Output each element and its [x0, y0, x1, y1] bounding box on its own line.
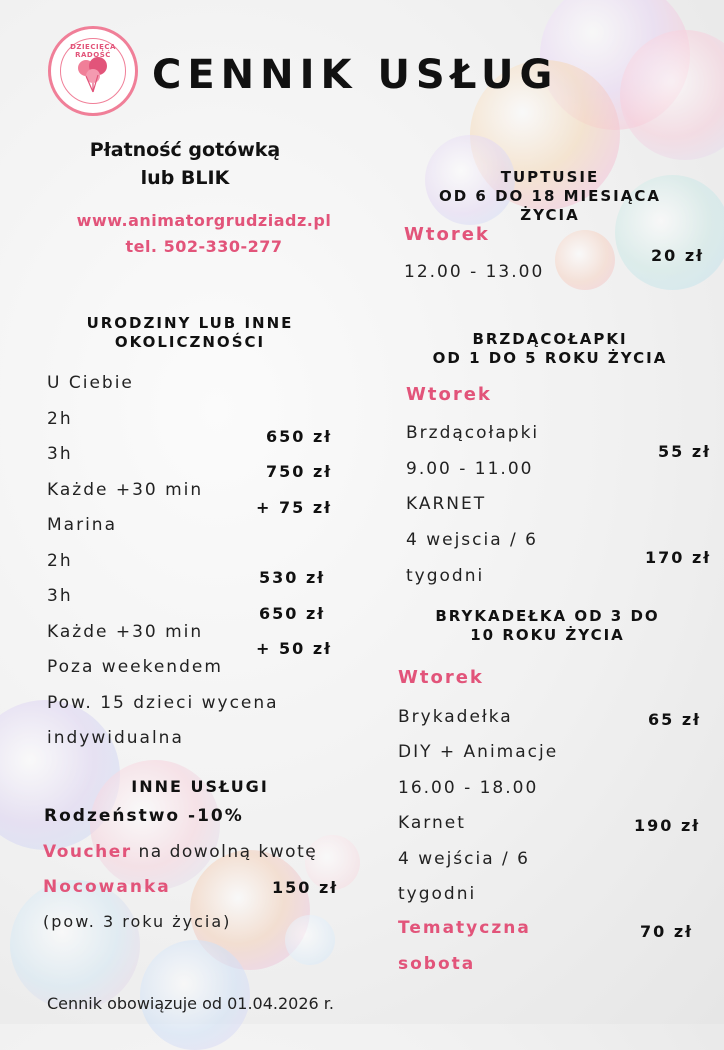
brzdac-heading-line-2: OD 1 DO 5 ROKU ŻYCIA [432, 349, 668, 367]
voucher-rest: na dowolną kwotę [131, 842, 318, 862]
tuptusie-day: Wtorek [404, 224, 490, 245]
urodziny-heading-line-2: OKOLICZNOŚCI [114, 333, 266, 351]
balloons-logo-icon [48, 26, 138, 116]
brykadelka-row: 4 wejścia / 6 [398, 849, 531, 869]
urodziny-row: 3h [47, 586, 73, 606]
brykadelka-heading-line-1: BRYKADEŁKA OD 3 DO [435, 607, 660, 625]
urodziny-price: 530 zł [259, 568, 326, 587]
urodziny-heading-line-1: URODZINY LUB INNE [86, 314, 294, 332]
brzdac-karnet-price: 170 zł [645, 548, 712, 567]
tuptusie-price: 20 zł [651, 246, 705, 265]
decorative-bubble [10, 880, 140, 1010]
contact-info [44, 208, 364, 260]
tuptusie-time: 12.00 - 13.00 [404, 262, 545, 282]
urodziny-row: Pow. 15 dzieci wycena [47, 693, 279, 713]
brykadelka-row: DIY + Animacje [398, 742, 559, 762]
tematyczna-label-2: sobota [398, 954, 476, 974]
tuptusie-heading [405, 168, 695, 225]
urodziny-heading [50, 314, 330, 352]
brykadelka-price: 65 zł [648, 710, 702, 729]
decorative-bubble [555, 230, 615, 290]
urodziny-price: 650 zł [259, 604, 326, 623]
brzdac-row: tygodni [406, 566, 485, 586]
decorative-bubble [285, 915, 335, 965]
brzdac-heading-line-1: BRZDĄCOŁAPKI [472, 330, 628, 348]
urodziny-row: 3h [47, 444, 73, 464]
voucher-line [43, 842, 317, 862]
brzdac-row: Brzdącołapki [406, 423, 540, 443]
tuptusie-heading-line-3: ŻYCIA [520, 206, 580, 224]
logo [48, 26, 138, 116]
brykadelka-row: 16.00 - 18.00 [398, 778, 539, 798]
phone-number[interactable]: tel. 502-330-277 [125, 237, 283, 256]
brykadelka-day: Wtorek [398, 667, 484, 688]
payment-line-2: lub BLIK [140, 167, 230, 189]
urodziny-row: Poza weekendem [47, 657, 223, 677]
urodziny-price: 650 zł [266, 427, 333, 446]
brzdac-row: 9.00 - 11.00 [406, 459, 534, 479]
footer-note: Cennik obowiązuje od 01.04.2026 r. [47, 994, 334, 1013]
urodziny-row: 2h [47, 409, 73, 429]
tuptusie-heading-line-1: TUPTUSIE [500, 168, 600, 186]
urodziny-price: + 50 zł [256, 639, 333, 658]
payment-info [60, 136, 310, 192]
brykadelka-heading [405, 607, 690, 645]
brykadelka-row: Brykadełka [398, 707, 513, 727]
page-title: CENNIK USŁUG [152, 52, 559, 98]
urodziny-price: + 75 zł [256, 498, 333, 517]
urodziny-row: U Ciebie [47, 373, 134, 393]
voucher-word: Voucher [43, 842, 132, 862]
urodziny-row: Marina [47, 515, 117, 535]
logo-text: DZIECIĘCA RADOŚĆ [70, 43, 116, 59]
tematyczna-price: 70 zł [640, 922, 694, 941]
brzdac-price: 55 zł [658, 442, 712, 461]
urodziny-row: indywidualna [47, 728, 184, 748]
nocowanka-age-note: (pow. 3 roku życia) [43, 912, 232, 931]
urodziny-row: 2h [47, 551, 73, 571]
tuptusie-heading-line-2: OD 6 DO 18 MIESIĄCA [439, 187, 661, 205]
brykadelka-heading-line-2: 10 ROKU ŻYCIA [470, 626, 625, 644]
rodzenstwo-discount: Rodzeństwo -10% [44, 806, 244, 826]
brzdac-heading [400, 330, 700, 368]
brykadelka-row: Karnet [398, 813, 466, 833]
urodziny-row: Każde +30 min [47, 622, 204, 642]
brykadelka-karnet-price: 190 zł [634, 816, 701, 835]
website-link[interactable]: www.animatorgrudziadz.pl [76, 211, 332, 230]
brzdac-row: KARNET [406, 494, 487, 514]
tematyczna-label-1: Tematyczna [398, 918, 531, 938]
nocowanka-label: Nocowanka [43, 877, 171, 897]
inne-heading: INNE USŁUGI [131, 777, 269, 796]
nocowanka-price: 150 zł [272, 878, 339, 897]
brykadelka-row: tygodni [398, 884, 477, 904]
payment-line-1: Płatność gotówką [89, 139, 281, 161]
brzdac-row: 4 wejscia / 6 [406, 530, 539, 550]
urodziny-price: 750 zł [266, 462, 333, 481]
brzdac-day: Wtorek [406, 384, 492, 405]
urodziny-row: Każde +30 min [47, 480, 204, 500]
